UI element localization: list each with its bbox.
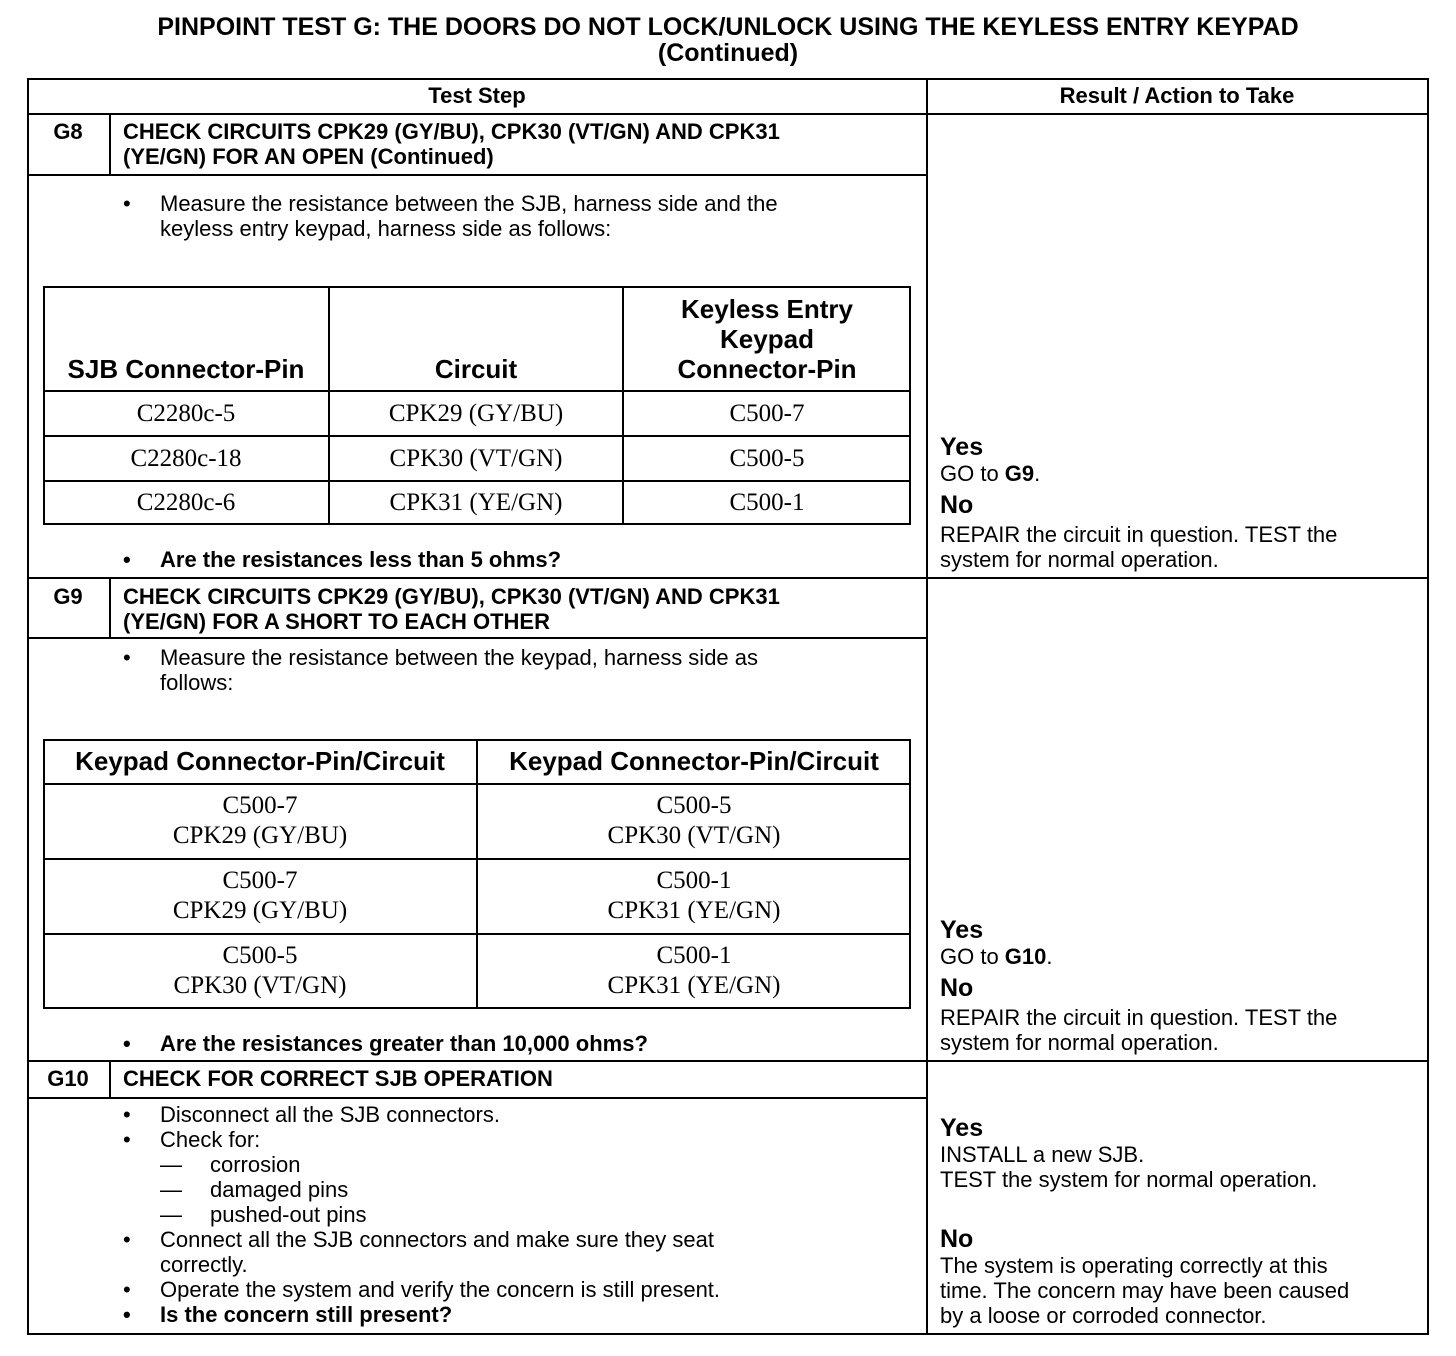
table-cell: C500-5 CPK30 (VT/GN) [173,942,347,999]
divider [43,933,911,935]
column-header: Keypad Connector-Pin/Circuit [509,746,879,776]
bullet: • Measure the resistance between the SJB, harness side and the keyless entry keypad, harness side as follows: [123,191,778,241]
divider [27,637,927,639]
page-title: PINPOINT TEST G: THE DOORS DO NOT LOCK/UNLOCK USING THE KEYLESS ENTRY KEYPAD (Continued) [157,13,1299,67]
column-divider [926,78,928,1335]
divider [109,1060,111,1098]
divider [27,577,1429,579]
divider [27,1097,927,1099]
header-result: Result / Action to Take [1059,83,1295,108]
step-id: G10 [47,1066,89,1091]
table-cell: C2280c-6 [136,489,236,516]
column-header: Keypad Connector-Pin/Circuit [75,746,445,776]
divider [43,390,911,392]
divider [43,783,911,785]
table-cell: C500-7 [729,400,805,427]
step-heading: CHECK FOR CORRECT SJB OPERATION [123,1066,553,1091]
table-cell: C2280c-18 [130,445,242,472]
table-cell: C500-5 [729,445,805,472]
divider [109,577,111,638]
table-cell: C2280c-5 [136,400,236,427]
header-test-step: Test Step [428,83,526,108]
table-cell: C500-5 CPK30 (VT/GN) [607,792,781,849]
table-cell: C500-1 [729,489,805,516]
table-cell: C500-1 CPK31 (YE/GN) [607,942,781,999]
column-header: Circuit [434,354,518,384]
step-heading: CHECK CIRCUITS CPK29 (GY/BU), CPK30 (VT/GN) AND CPK31 (YE/GN) FOR AN OPEN (Continued) [123,119,780,169]
divider [109,113,111,175]
table-cell: C500-7 CPK29 (GY/BU) [172,867,348,924]
divider [27,1060,1429,1062]
table-cell: CPK30 (VT/GN) [389,445,563,472]
table-cell: C500-7 CPK29 (GY/BU) [172,792,348,849]
step-id: G8 [53,119,83,144]
column-header: SJB Connector-Pin [67,354,305,384]
divider [27,174,927,176]
table-cell: CPK29 (GY/BU) [388,400,564,427]
divider [43,480,911,482]
question: • Are the resistances less than 5 ohms? [123,547,562,572]
result-g8: Yes GO to G9. No REPAIR the circuit in question. TEST the system for normal operation. [940,433,1338,572]
table-cell: C500-1 CPK31 (YE/GN) [607,867,781,924]
result-g10: Yes INSTALL a new SJB. TEST the system for normal operation. No The system is operating correctly at this time. The concern may have been caused by a loose or corroded connector. [940,1114,1350,1328]
divider [27,113,1429,115]
table-cell: CPK31 (YE/GN) [389,489,563,516]
divider [43,858,911,860]
step-instructions: • Disconnect all the SJB connectors. • Check for: — corrosion — damaged pins — pushed-out pins • Connect all the SJB connectors and make sure they seat correctly. • Operate the system and verify the concern is still present. • Is the concern still present? [123,1102,721,1327]
step-id: G9 [53,584,83,609]
bullet: • Measure the resistance between the keypad, harness side as follows: [123,645,759,695]
column-header: Keyless Entry Keypad Connector-Pin [677,294,857,384]
step-heading: CHECK CIRCUITS CPK29 (GY/BU), CPK30 (VT/GN) AND CPK31 (YE/GN) FOR A SHORT TO EACH OTHER [123,584,780,634]
question: • Are the resistances greater than 10,000 ohms? [123,1031,648,1056]
divider [43,435,911,437]
result-g9: Yes GO to G10. No REPAIR the circuit in question. TEST the system for normal operation. [940,916,1338,1055]
